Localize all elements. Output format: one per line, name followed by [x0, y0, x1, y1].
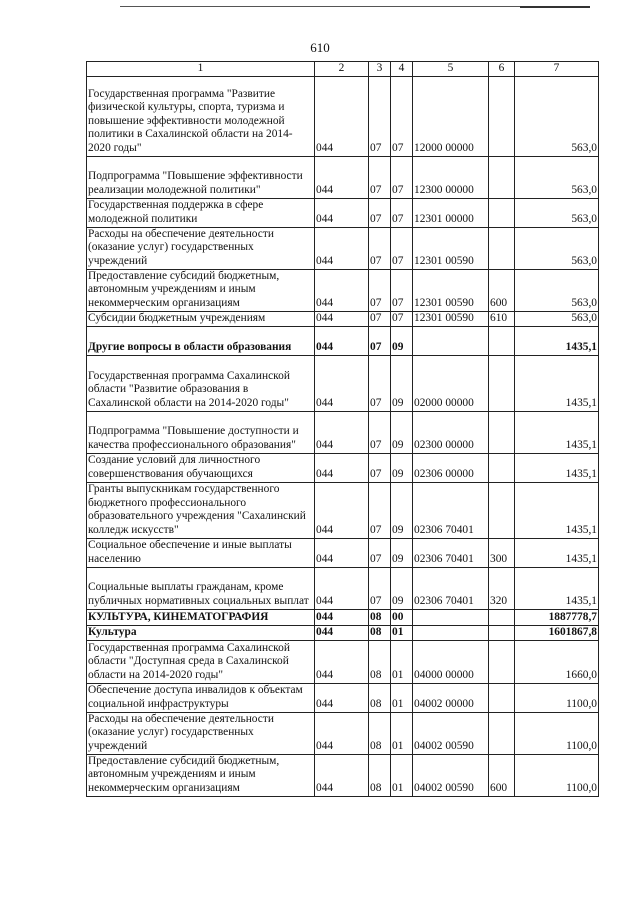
row-expense-type-cell	[489, 227, 515, 269]
row-expense-type-cell	[489, 482, 515, 538]
row-section-cell: 07	[369, 411, 391, 453]
table-row	[87, 326, 599, 355]
row-amount-cell: 1100,0	[515, 683, 599, 712]
row-code-cell: 044	[315, 609, 369, 625]
table-row	[87, 640, 599, 683]
row-code-cell: 044	[315, 198, 369, 227]
row-code-cell: 044	[315, 538, 369, 567]
row-code-cell: 044	[315, 269, 369, 311]
row-name-cell: КУЛЬТУРА, КИНЕМАТОГРАФИЯ	[87, 609, 315, 625]
header-col-4: 4	[391, 62, 413, 77]
row-section-cell: 07	[369, 76, 391, 156]
row-name-cell: Государственная поддержка в сфере молодежной политики	[87, 198, 315, 227]
row-subsection-cell: 07	[391, 76, 413, 156]
row-name-cell: Другие вопросы в области образования	[87, 326, 315, 355]
row-subsection-cell: 09	[391, 482, 413, 538]
row-amount-cell: 563,0	[515, 156, 599, 198]
row-name-cell: Подпрограмма "Повышение доступности и качества профессионального образования"	[87, 411, 315, 453]
row-expense-type-cell	[489, 198, 515, 227]
row-name-cell: Расходы на обеспечение деятельности (оказание услуг) государственных учреждений	[87, 712, 315, 754]
row-section-cell: 08	[369, 640, 391, 683]
row-code-cell: 044	[315, 640, 369, 683]
row-name-cell: Обеспечение доступа инвалидов к объектам социальной инфраструктуры	[87, 683, 315, 712]
table-row	[87, 754, 599, 796]
row-name-cell: Социальное обеспечение и иные выплаты населению	[87, 538, 315, 567]
row-subsection-cell: 09	[391, 453, 413, 482]
row-amount-cell: 1100,0	[515, 754, 599, 796]
row-target-article-cell: 12000 00000	[413, 76, 489, 156]
row-subsection-cell: 07	[391, 227, 413, 269]
row-name-cell: Предоставление субсидий бюджетным, автономным учреждениям и иным некоммерческим организациям	[87, 754, 315, 796]
row-section-cell: 07	[369, 355, 391, 411]
row-target-article-cell: 02306 70401	[413, 567, 489, 609]
table-row	[87, 683, 599, 712]
row-subsection-cell: 09	[391, 411, 413, 453]
row-section-cell: 07	[369, 326, 391, 355]
row-amount-cell: 1435,1	[515, 567, 599, 609]
row-section-cell: 08	[369, 754, 391, 796]
row-section-cell: 08	[369, 683, 391, 712]
row-target-article-cell: 04000 00000	[413, 640, 489, 683]
row-subsection-cell: 07	[391, 311, 413, 326]
row-code-cell: 044	[315, 482, 369, 538]
row-name-cell: Подпрограмма "Повышение эффективности реализации молодежной политики"	[87, 156, 315, 198]
table-row	[87, 311, 599, 326]
row-target-article-cell: 02300 00000	[413, 411, 489, 453]
row-expense-type-cell: 600	[489, 269, 515, 311]
row-code-cell: 044	[315, 76, 369, 156]
row-section-cell: 07	[369, 198, 391, 227]
row-subsection-cell: 09	[391, 567, 413, 609]
row-section-cell: 08	[369, 712, 391, 754]
row-amount-cell: 1660,0	[515, 640, 599, 683]
row-code-cell: 044	[315, 567, 369, 609]
row-target-article-cell: 12300 00000	[413, 156, 489, 198]
row-name-cell: Социальные выплаты гражданам, кроме публичных нормативных социальных выплат	[87, 567, 315, 609]
row-amount-cell: 563,0	[515, 227, 599, 269]
row-section-cell: 07	[369, 482, 391, 538]
row-code-cell: 044	[315, 311, 369, 326]
table-row	[87, 609, 599, 625]
row-code-cell: 044	[315, 227, 369, 269]
row-target-article-cell: 12301 00590	[413, 269, 489, 311]
row-section-cell: 07	[369, 453, 391, 482]
row-code-cell: 044	[315, 453, 369, 482]
row-code-cell: 044	[315, 326, 369, 355]
row-section-cell: 07	[369, 567, 391, 609]
row-name-cell: Гранты выпускникам государственного бюджетного профессионального образовательного учреждения "Сахалинский колледж искусств"	[87, 482, 315, 538]
row-target-article-cell: 02000 00000	[413, 355, 489, 411]
row-name-cell: Государственная программа Сахалинской области "Доступная среда в Сахалинской области на 2014-2020 годы"	[87, 640, 315, 683]
row-expense-type-cell	[489, 712, 515, 754]
table-body	[87, 76, 599, 796]
table-row	[87, 227, 599, 269]
row-target-article-cell: 12301 00000	[413, 198, 489, 227]
row-amount-cell: 563,0	[515, 76, 599, 156]
row-target-article-cell: 02306 70401	[413, 482, 489, 538]
row-subsection-cell: 09	[391, 538, 413, 567]
header-col-1: 1	[87, 62, 315, 77]
header-col-6: 6	[489, 62, 515, 77]
row-subsection-cell: 07	[391, 269, 413, 311]
header-col-2: 2	[315, 62, 369, 77]
row-expense-type-cell: 300	[489, 538, 515, 567]
row-expense-type-cell: 600	[489, 754, 515, 796]
row-amount-cell: 563,0	[515, 198, 599, 227]
row-name-cell: Субсидии бюджетным учреждениям	[87, 311, 315, 326]
row-expense-type-cell	[489, 411, 515, 453]
table-row	[87, 482, 599, 538]
table-row	[87, 156, 599, 198]
row-amount-cell: 1435,1	[515, 453, 599, 482]
table-row	[87, 76, 599, 156]
row-expense-type-cell	[489, 326, 515, 355]
row-expense-type-cell	[489, 453, 515, 482]
row-target-article-cell: 02306 00000	[413, 453, 489, 482]
table-row	[87, 625, 599, 640]
table-row	[87, 712, 599, 754]
row-target-article-cell: 12301 00590	[413, 227, 489, 269]
table-row	[87, 411, 599, 453]
row-section-cell: 07	[369, 538, 391, 567]
row-amount-cell: 1435,1	[515, 411, 599, 453]
row-section-cell: 07	[369, 269, 391, 311]
page-number: 610	[310, 40, 330, 55]
scan-top-mark	[520, 6, 590, 8]
row-code-cell: 044	[315, 683, 369, 712]
row-amount-cell: 563,0	[515, 269, 599, 311]
row-subsection-cell: 01	[391, 640, 413, 683]
table-row	[87, 198, 599, 227]
row-target-article-cell: 12301 00590	[413, 311, 489, 326]
row-expense-type-cell	[489, 355, 515, 411]
row-name-cell: Культура	[87, 625, 315, 640]
row-amount-cell: 1100,0	[515, 712, 599, 754]
row-name-cell: Расходы на обеспечение деятельности (оказание услуг) государственных учреждений	[87, 227, 315, 269]
header-col-7: 7	[515, 62, 599, 77]
budget-table	[86, 61, 599, 797]
row-expense-type-cell	[489, 609, 515, 625]
row-amount-cell: 1887778,7	[515, 609, 599, 625]
row-subsection-cell: 01	[391, 625, 413, 640]
row-section-cell: 07	[369, 227, 391, 269]
header-col-5: 5	[413, 62, 489, 77]
row-expense-type-cell: 610	[489, 311, 515, 326]
row-code-cell: 044	[315, 625, 369, 640]
row-section-cell: 08	[369, 625, 391, 640]
row-amount-cell: 1435,1	[515, 326, 599, 355]
row-name-cell: Государственная программа Сахалинской области "Развитие образования в Сахалинской области на 2014-2020 годы"	[87, 355, 315, 411]
row-target-article-cell: 04002 00590	[413, 754, 489, 796]
row-target-article-cell	[413, 326, 489, 355]
row-name-cell: Предоставление субсидий бюджетным, автономным учреждениям и иным некоммерческим организациям	[87, 269, 315, 311]
row-expense-type-cell	[489, 156, 515, 198]
header-col-3: 3	[369, 62, 391, 77]
row-expense-type-cell	[489, 683, 515, 712]
row-subsection-cell: 09	[391, 355, 413, 411]
row-subsection-cell: 01	[391, 683, 413, 712]
row-name-cell: Государственная программа "Развитие физической культуры, спорта, туризма и повышение эффективности молодежной политики в Сахалинской области на 2014-2020 годы"	[87, 76, 315, 156]
row-target-article-cell: 04002 00590	[413, 712, 489, 754]
row-subsection-cell: 01	[391, 754, 413, 796]
table-row	[87, 567, 599, 609]
row-amount-cell: 1435,1	[515, 538, 599, 567]
row-subsection-cell: 07	[391, 198, 413, 227]
row-code-cell: 044	[315, 754, 369, 796]
table-row	[87, 453, 599, 482]
row-expense-type-cell	[489, 640, 515, 683]
row-expense-type-cell	[489, 625, 515, 640]
row-amount-cell: 1435,1	[515, 355, 599, 411]
table-header-row	[87, 62, 599, 77]
row-amount-cell: 1435,1	[515, 482, 599, 538]
table-row	[87, 538, 599, 567]
row-code-cell: 044	[315, 712, 369, 754]
row-section-cell: 07	[369, 311, 391, 326]
row-target-article-cell	[413, 625, 489, 640]
row-subsection-cell: 09	[391, 326, 413, 355]
row-name-cell: Создание условий для личностного совершенствования обучающихся	[87, 453, 315, 482]
row-subsection-cell: 07	[391, 156, 413, 198]
row-subsection-cell: 00	[391, 609, 413, 625]
row-code-cell: 044	[315, 355, 369, 411]
row-subsection-cell: 01	[391, 712, 413, 754]
table-row	[87, 269, 599, 311]
row-target-article-cell: 02306 70401	[413, 538, 489, 567]
row-code-cell: 044	[315, 411, 369, 453]
row-section-cell: 07	[369, 156, 391, 198]
row-expense-type-cell	[489, 76, 515, 156]
table-row	[87, 355, 599, 411]
row-section-cell: 08	[369, 609, 391, 625]
row-code-cell: 044	[315, 156, 369, 198]
row-target-article-cell: 04002 00000	[413, 683, 489, 712]
row-target-article-cell	[413, 609, 489, 625]
row-expense-type-cell: 320	[489, 567, 515, 609]
row-amount-cell: 1601867,8	[515, 625, 599, 640]
row-amount-cell: 563,0	[515, 311, 599, 326]
